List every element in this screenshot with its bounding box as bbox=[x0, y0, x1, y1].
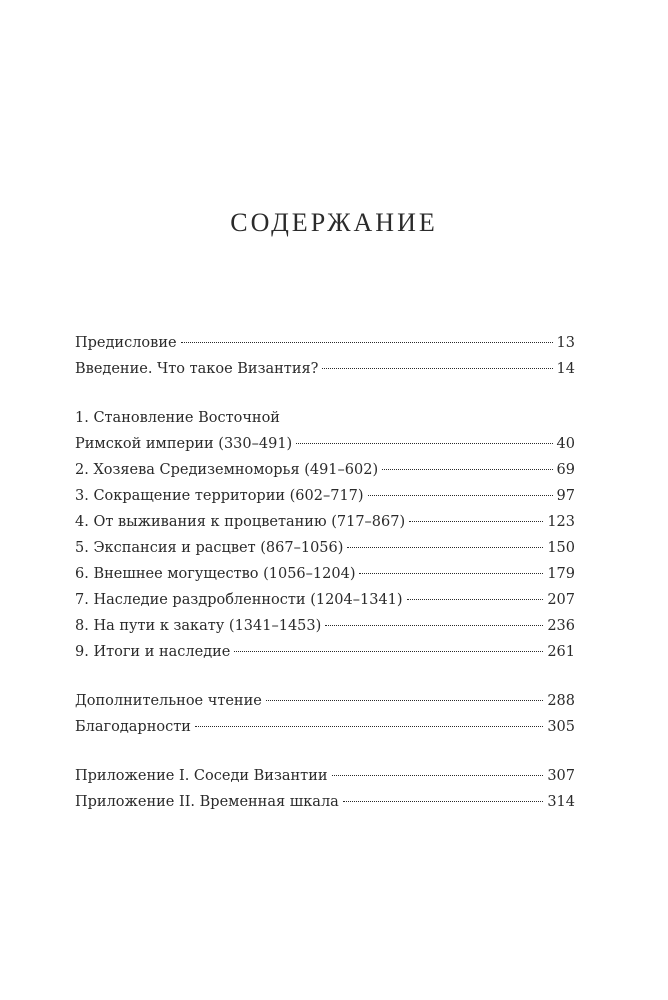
toc-entry-title-line1: 1. Становление Восточной bbox=[75, 410, 280, 426]
toc-entry-title: Приложение I. Соседи Византии bbox=[75, 768, 328, 784]
toc-group-chapters bbox=[75, 405, 575, 665]
dot-leader bbox=[343, 801, 544, 802]
toc-group-back-matter bbox=[75, 688, 575, 740]
toc-entry[interactable] bbox=[75, 639, 575, 665]
toc-entry-page: 150 bbox=[547, 540, 575, 556]
toc-entry-title: Приложение II. Временная шкала bbox=[75, 794, 339, 810]
toc-entry-page: 97 bbox=[556, 488, 575, 504]
toc-entry-title: Введение. Что такое Византия? bbox=[75, 361, 319, 377]
dot-leader bbox=[359, 573, 543, 574]
dot-leader bbox=[266, 700, 543, 701]
dot-leader bbox=[407, 599, 544, 600]
toc-entry-page: 123 bbox=[547, 514, 575, 530]
toc-entry[interactable] bbox=[75, 457, 575, 483]
toc-entry-page: 179 bbox=[547, 566, 575, 582]
toc-entry-page: 305 bbox=[547, 719, 575, 735]
toc-entry-title: 4. От выживания к процветанию (717–867) bbox=[75, 514, 406, 530]
toc-entry[interactable] bbox=[75, 483, 575, 509]
toc-entry-title: Римской империи (330–491) bbox=[75, 436, 293, 452]
toc-entry-multiline[interactable] bbox=[75, 405, 575, 457]
toc-entry-page: 314 bbox=[547, 794, 575, 810]
toc-entry[interactable] bbox=[75, 789, 575, 815]
toc-entry-title: Благодарности bbox=[75, 719, 191, 735]
page-title: СОДЕРЖАНИЕ bbox=[230, 208, 438, 237]
toc-entry[interactable] bbox=[75, 587, 575, 613]
toc-entry-title: 3. Сокращение территории (602–717) bbox=[75, 488, 364, 504]
toc-group-appendices bbox=[75, 763, 575, 815]
toc-entry[interactable] bbox=[75, 535, 575, 561]
toc-entry-page: 236 bbox=[547, 618, 575, 634]
toc-entry[interactable] bbox=[75, 561, 575, 587]
toc-entry-title: Дополнительное чтение bbox=[75, 693, 262, 709]
dot-leader bbox=[234, 651, 543, 652]
toc-entry-title: 9. Итоги и наследие bbox=[75, 644, 231, 660]
toc-entry-page: 307 bbox=[547, 768, 575, 784]
toc-entry[interactable] bbox=[75, 330, 575, 356]
toc-entry-title: 8. На пути к закату (1341–1453) bbox=[75, 618, 322, 634]
dot-leader bbox=[181, 342, 553, 343]
toc-entry-page: 207 bbox=[547, 592, 575, 608]
toc-entry[interactable] bbox=[75, 356, 575, 382]
toc-entry[interactable] bbox=[75, 714, 575, 740]
toc-entry-title: Предисловие bbox=[75, 335, 177, 351]
dot-leader bbox=[322, 368, 552, 369]
dot-leader bbox=[409, 521, 543, 522]
toc-entry[interactable] bbox=[75, 509, 575, 535]
toc-entry-page: 13 bbox=[556, 335, 575, 351]
dot-leader bbox=[368, 495, 553, 496]
table-of-contents bbox=[75, 330, 575, 838]
toc-entry[interactable] bbox=[75, 688, 575, 714]
toc-entry-page: 288 bbox=[547, 693, 575, 709]
toc-entry-title: 2. Хозяева Средиземноморья (491–602) bbox=[75, 462, 379, 478]
dot-leader bbox=[296, 443, 552, 444]
toc-entry-title: 5. Экспансия и расцвет (867–1056) bbox=[75, 540, 344, 556]
toc-entry[interactable] bbox=[75, 763, 575, 789]
dot-leader bbox=[332, 775, 544, 776]
toc-entry-page: 40 bbox=[556, 436, 575, 452]
toc-entry-title: 7. Наследие раздробленности (1204–1341) bbox=[75, 592, 403, 608]
toc-entry-page: 261 bbox=[547, 644, 575, 660]
toc-entry bbox=[75, 431, 575, 457]
dot-leader bbox=[347, 547, 543, 548]
toc-entry[interactable] bbox=[75, 613, 575, 639]
toc-entry-page: 14 bbox=[556, 361, 575, 377]
dot-leader bbox=[325, 625, 543, 626]
dot-leader bbox=[382, 469, 552, 470]
toc-entry-title: 6. Внешнее могущество (1056–1204) bbox=[75, 566, 356, 582]
toc-entry-page: 69 bbox=[556, 462, 575, 478]
dot-leader bbox=[195, 726, 543, 727]
toc-group-front-matter bbox=[75, 330, 575, 382]
